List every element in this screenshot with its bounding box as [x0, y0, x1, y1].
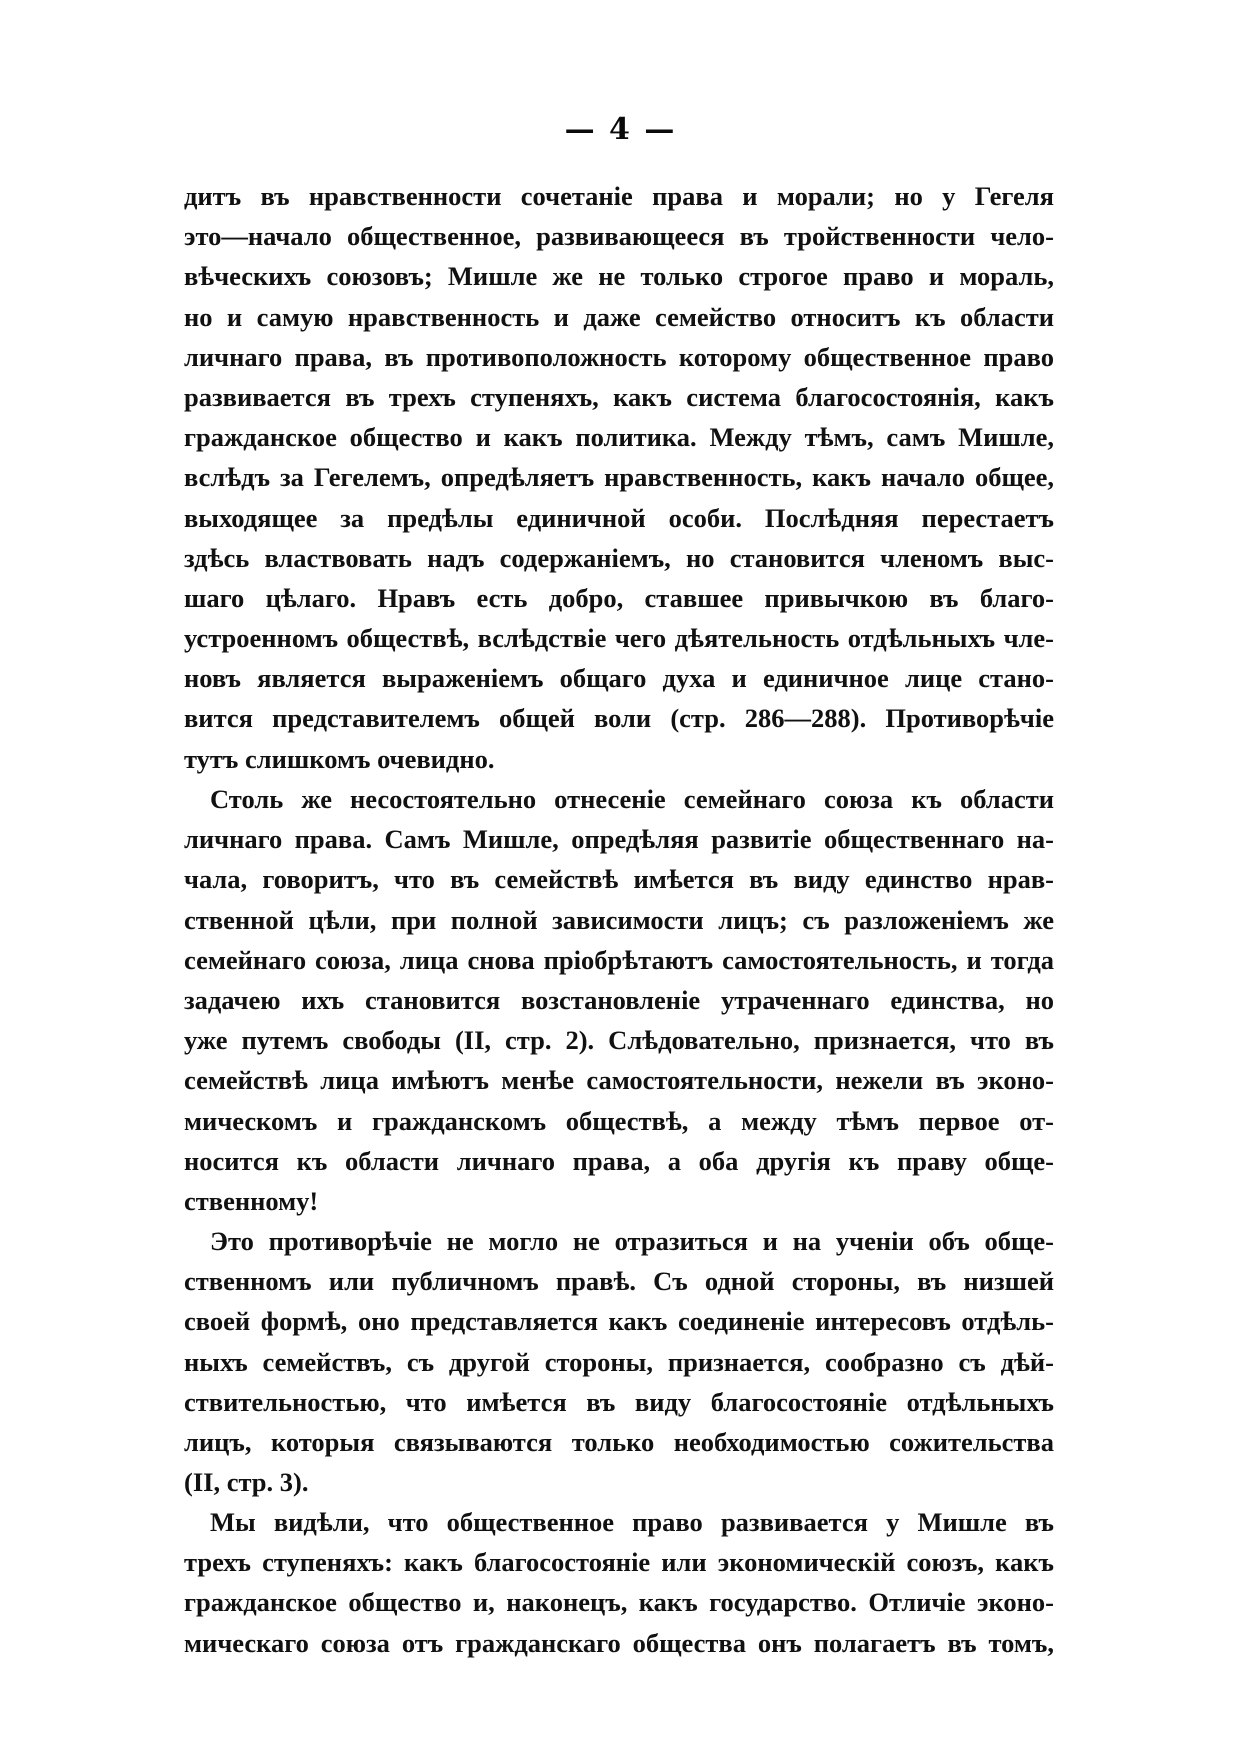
text-line: (II, стр. 3).	[184, 1467, 309, 1498]
text-line: ныхъ семействъ, съ другой стороны, признается, сообразно съ дѣй-	[184, 1346, 1054, 1377]
text-line: устроенномъ обществѣ, вслѣдствіе чего дѣятельность отдѣльныхъ чле-	[184, 623, 1054, 654]
text-line: но и самую нравственность и даже семейство относитъ къ области	[184, 301, 1054, 332]
text-line: Это противорѣчіе не могло не отразиться и на ученіи объ обще-	[210, 1226, 1054, 1256]
text-line: тутъ слишкомъ очевидно.	[184, 743, 495, 774]
text-line: личнаго права, въ противоположность которому общественное право	[184, 341, 1054, 372]
text-line: ственной цѣли, при полной зависимости лицъ; съ разложеніемъ же	[184, 904, 1054, 935]
text-line: Мы видѣли, что общественное право развивается у Мишле въ	[210, 1507, 1054, 1537]
paragraph-3	[184, 1221, 1054, 1502]
text-line: ственномъ или публичномъ правѣ. Съ одной стороны, въ низшей	[184, 1266, 1054, 1297]
paragraph-1	[184, 176, 1054, 779]
text-line: ственному!	[184, 1185, 319, 1216]
paragraph-4	[184, 1502, 1054, 1663]
text-line: трехъ ступеняхъ: какъ благосостояніе или экономическій союзъ, какъ	[184, 1547, 1054, 1578]
text-line: ствительностью, что имѣется въ виду благосостояніе отдѣльныхъ	[184, 1386, 1054, 1417]
text-line: мическаго союза отъ гражданскаго общества онъ полагаетъ въ томъ,	[184, 1627, 1054, 1658]
text-line: вслѣдъ за Гегелемъ, опредѣляетъ нравственность, какъ начало общее,	[184, 462, 1054, 493]
text-line: новъ является выраженіемъ общаго духа и единичное лице стано-	[184, 663, 1054, 694]
text-line: дитъ въ нравственности сочетаніе права и морали; но у Гегеля	[184, 181, 1054, 211]
text-line: мическомъ и гражданскомъ обществѣ, а между тѣмъ первое от-	[184, 1105, 1054, 1136]
text-line: чала, говоритъ, что въ семействѣ имѣется въ виду единство нрав-	[184, 864, 1054, 895]
text-line: уже путемъ свободы (II, стр. 2). Слѣдовательно, признается, что въ	[184, 1025, 1054, 1056]
text-line: носится къ области личнаго права, а оба другія къ праву обще-	[184, 1145, 1054, 1176]
text-line: вѣческихъ союзовъ; Мишле же не только строгое право и мораль,	[184, 261, 1054, 292]
text-line: гражданское общество и какъ политика. Между тѣмъ, самъ Мишле,	[184, 422, 1054, 453]
text-line: лицъ, которыя связываются только необходимостью сожительства	[184, 1426, 1054, 1457]
text-line: задачею ихъ становится возстановленіе утраченнаго единства, но	[184, 984, 1054, 1015]
page-number: — 4 —	[564, 112, 677, 147]
text-line: Столь же несостоятельно отнесеніе семейнаго союза къ области	[210, 784, 1054, 814]
text-line: выходящее за предѣлы единичной особи. Послѣдняя перестаетъ	[184, 502, 1054, 533]
text-line: это—начало общественное, развивающееся въ тройственности чело-	[184, 221, 1054, 252]
text-line: семейнаго союза, лица снова пріобрѣтаютъ самостоятельность, и тогда	[184, 944, 1054, 975]
text-line: личнаго права. Самъ Мишле, опредѣляя развитіе общественнаго на-	[184, 824, 1054, 855]
text-line: семействѣ лица имѣютъ менѣе самостоятельности, нежели въ эконо-	[184, 1065, 1054, 1096]
text-line: развивается въ трехъ ступеняхъ, какъ система благосостоянія, какъ	[184, 381, 1054, 412]
text-line: вится представителемъ общей воли (стр. 286—288). Противорѣчіе	[184, 703, 1054, 734]
text-line: своей формѣ, оно представляется какъ соединеніе интересовъ отдѣль-	[184, 1306, 1054, 1337]
text-line: шаго цѣлаго. Нравъ есть добро, ставшее привычкою въ благо-	[184, 582, 1054, 613]
text-line: здѣсь властвовать надъ содержаніемъ, но становится членомъ выс-	[184, 542, 1054, 573]
paragraph-2	[184, 779, 1054, 1221]
text-line: гражданское общество и, наконецъ, какъ государство. Отличіе эконо-	[184, 1587, 1054, 1618]
